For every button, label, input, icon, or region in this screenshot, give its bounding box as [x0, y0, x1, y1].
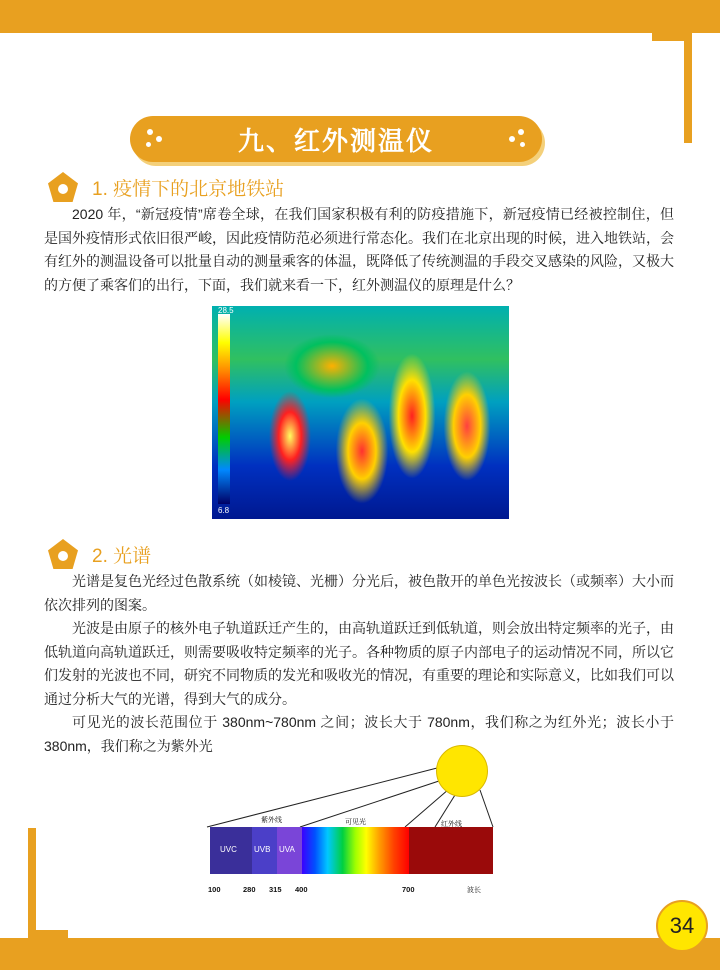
band-visible [302, 827, 409, 874]
section-title: 1. 疫情下的北京地铁站 [92, 178, 285, 200]
tick-label: 280 [243, 885, 256, 894]
paragraph: 可见光的波长范围位于 380nm~780nm 之间；波长大于 780nm，我们称之为红外光；波长小于 380nm，我们称之为紫外光 [44, 714, 674, 754]
wavelength-label: 波长 [467, 886, 481, 894]
section-body [44, 570, 674, 758]
visible-label: 可见光 [345, 818, 366, 826]
temperature-scale [218, 314, 230, 504]
uv-label: 紫外线 [261, 816, 282, 824]
title-banner [130, 116, 542, 162]
dots-icon [144, 128, 166, 150]
corner-decoration [28, 930, 68, 938]
thermal-image [212, 306, 509, 519]
sun-icon [436, 745, 488, 797]
pentagon-icon [48, 539, 78, 569]
corner-decoration [684, 33, 692, 143]
tick-label: 700 [402, 885, 415, 894]
paragraph: 光波是由原子的核外电子轨道跃迁产生的，由高轨道跃迁到低轨道，则会放出特定频率的光子，由低轨道向高轨道跃迁，则需要吸收特定频率的光子。各种物质的原子内部电子的运动情况不同，所以它们发射的光波也不同，研究不同物质的发光和吸收光的情况，有重要的理论和实际意义，比如我们可以通过分析大气的光谱，得到大气的成分。 [44, 620, 674, 707]
band-label: UVB [254, 845, 271, 854]
pentagon-icon [48, 172, 78, 202]
page-number: 34 [656, 900, 708, 952]
scale-top-value: 28.5 [218, 306, 234, 315]
band-label: UVA [279, 845, 295, 854]
section-title: 2. 光谱 [92, 545, 152, 567]
ir-label: 红外线 [441, 820, 462, 828]
tick-label: 100 [208, 885, 221, 894]
tick-label: 400 [295, 885, 308, 894]
band-infrared [409, 827, 493, 874]
spectrum-diagram [205, 745, 515, 895]
section-heading [48, 172, 284, 202]
page-title: 九、红外测温仪 [237, 125, 434, 156]
tick-label: 315 [269, 885, 282, 894]
corner-decoration [652, 33, 692, 41]
paragraph: 光谱是复色光经过色散系统（如棱镜、光栅）分光后，被色散开的单色光按波长（或频率）大小而依次排列的图案。 [44, 573, 674, 613]
section-heading [48, 539, 151, 569]
corner-decoration [28, 828, 36, 938]
scale-bottom-value: 6.8 [218, 506, 230, 515]
band-label: UVC [220, 845, 237, 854]
dots-icon [506, 128, 528, 150]
section-body [44, 203, 674, 297]
paragraph: 2020 年，“新冠疫情”席卷全球，在我们国家积极有利的防疫措施下，新冠疫情已经被控制住，但是国外疫情形式依旧很严峻，因此疫情防范必须进行常态化。我们在北京出现的时候，进入地铁站，会有红外的测温设备可以批量自动的测量乘客的体温，既降低了传统测温的手段交叉感染的风险，又极大的方便了乘客们的出行，下面，我们就来看一下，红外测温仪的原理是什么？ [44, 206, 674, 293]
